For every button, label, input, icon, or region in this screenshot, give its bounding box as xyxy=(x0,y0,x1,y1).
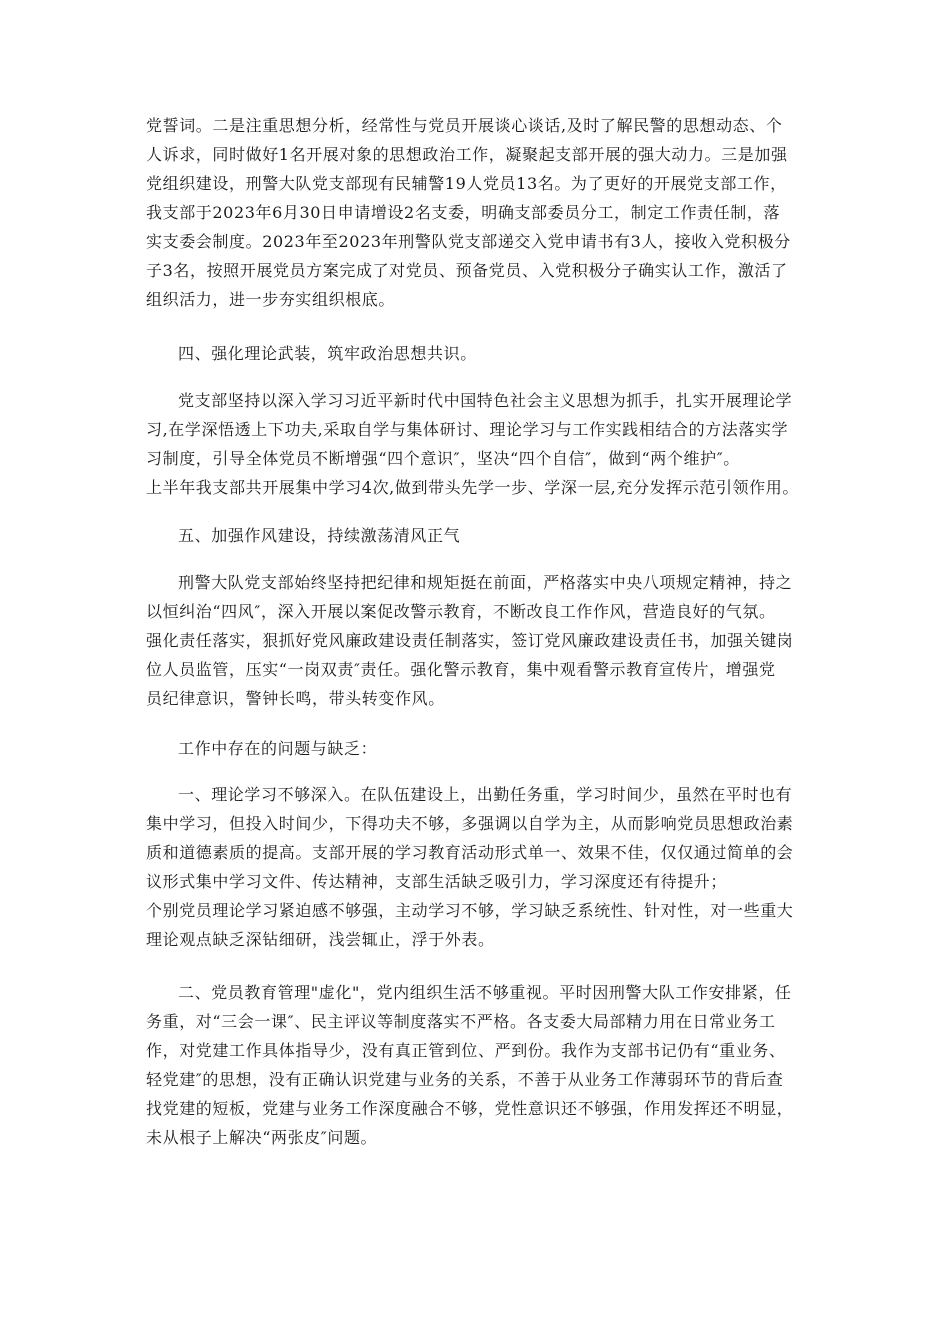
text-line: 实支委会制度。2023年至2023年刑警队党支部递交入党申请书有3人，接收入党积极分 xyxy=(146,232,791,251)
text-line: 务重，对“三会一课″、民主评议等制度落实不严格。各支委大局部精力用在日常业务工 xyxy=(146,1012,776,1031)
text-line: 上半年我支部共开展集中学习4次,做到带头先学一步、学深一层,充分发挥示范引领作用。 xyxy=(146,478,799,497)
text-line: 理论观点缺乏深钻细研，浅尝辄止，浮于外表。 xyxy=(146,930,495,949)
heading-line: 工作中存在的问题与缺乏： xyxy=(178,739,378,758)
text-line: 党支部坚持以深入学习习近平新时代中国特色社会主义思想为抓手，扎实开展理论学 xyxy=(178,391,793,410)
paragraph-problem-one xyxy=(146,780,806,954)
section-heading-style xyxy=(146,521,806,550)
text-line: 习,在学深悟透上下功夫,采取自学与集体研讨、理论学习与工作实践相结合的方法落实学 xyxy=(146,420,789,439)
text-line: 我支部于2023年6月30日申请增设2名支委，明确支部委员分工，制定工作责任制，落 xyxy=(146,203,781,222)
section-heading-problems xyxy=(146,734,806,763)
text-line: 找党建的短板，党建与业务工作深度融合不够，党性意识还不够强，作用发挥还不明显， xyxy=(146,1099,794,1118)
text-line: 集中学习，但投入时间少，下得功夫不够，多强调以自学为主，从而影响党员思想政治素 xyxy=(146,814,794,833)
paragraph-problem-two xyxy=(146,978,806,1152)
text-line: 二、党员教育管理"虚化"，党内组织生活不够重视。平时因刑警大队工作安排紧，任 xyxy=(178,983,792,1002)
text-line: 习制度，引导全体党员不断增强“四个意识″，坚决“四个自信″，做到“两个维护″。 xyxy=(146,449,740,468)
text-line: 党组织建设，刑警大队党支部现有民辅警19人党员13名。为了更好的开展党支部工作， xyxy=(146,174,787,193)
text-line: 以恒纠治“四风″，深入开展以案促改警示教育，不断改良工作作风，营造良好的气氛。 xyxy=(146,602,776,621)
text-line: 党誓词。二是注重思想分析，经常性与党员开展谈心谈话,及时了解民警的思想动态、个 xyxy=(146,116,783,135)
text-line: 位人员监管，压实“一岗双责″责任。强化警示教育，集中观看警示教育宣传片，增强党 xyxy=(146,660,776,679)
text-line: 个别党员理论学习紧迫感不够强，主动学习不够，学习缺乏系统性、针对性，对一些重大 xyxy=(146,901,794,920)
text-line: 未从根子上解决“两张皮″问题。 xyxy=(146,1128,378,1147)
text-line: 人诉求，同时做好1名开展对象的思想政治工作，凝聚起支部开展的强大动力。三是加强 xyxy=(146,145,788,164)
text-line: 轻党建″的思想，没有正确认识党建与业务的关系，不善于从业务工作薄弱环节的背后查 xyxy=(146,1070,784,1089)
text-line: 组织活力，进一步夯实组织根底。 xyxy=(146,290,396,309)
heading-line: 五、加强作风建设，持续激荡清风正气 xyxy=(178,526,461,545)
text-line: 刑警大队党支部始终坚持把纪律和规矩挺在前面，严格落实中央八项规定精神，持之 xyxy=(178,573,793,592)
text-line: 一、理论学习不够深入。在队伍建设上，出勤任务重，学习时间少，虽然在平时也有 xyxy=(178,785,793,804)
text-line: 员纪律意识，警钟长鸣，带头转变作风。 xyxy=(146,689,445,708)
paragraph-theory-study xyxy=(146,386,806,502)
text-line: 作，对党建工作具体指导少，没有真正管到位、严到份。我作为支部书记仍有“重业务、 xyxy=(146,1041,786,1060)
heading-line: 四、强化理论武装，筑牢政治思想共识。 xyxy=(178,344,477,363)
text-line: 议形式集中学习文件、传达精神，支部生活缺乏吸引力，学习深度还有待提升； xyxy=(146,872,728,891)
paragraph-discipline xyxy=(146,568,806,713)
text-line: 强化责任落实，狠抓好党风廉政建设责任制落实，签订党风廉政建设责任书，加强关键岗 xyxy=(146,631,794,650)
section-heading-theory xyxy=(146,339,806,368)
text-line: 质和道德素质的提高。支部开展的学习教育活动形式单一、效果不佳，仅仅通过简单的会 xyxy=(146,843,794,862)
text-line: 子3名，按照开展党员方案完成了对党员、预备党员、入党积极分子确实认工作，激活了 xyxy=(146,261,788,280)
paragraph-party-organization xyxy=(146,111,806,314)
